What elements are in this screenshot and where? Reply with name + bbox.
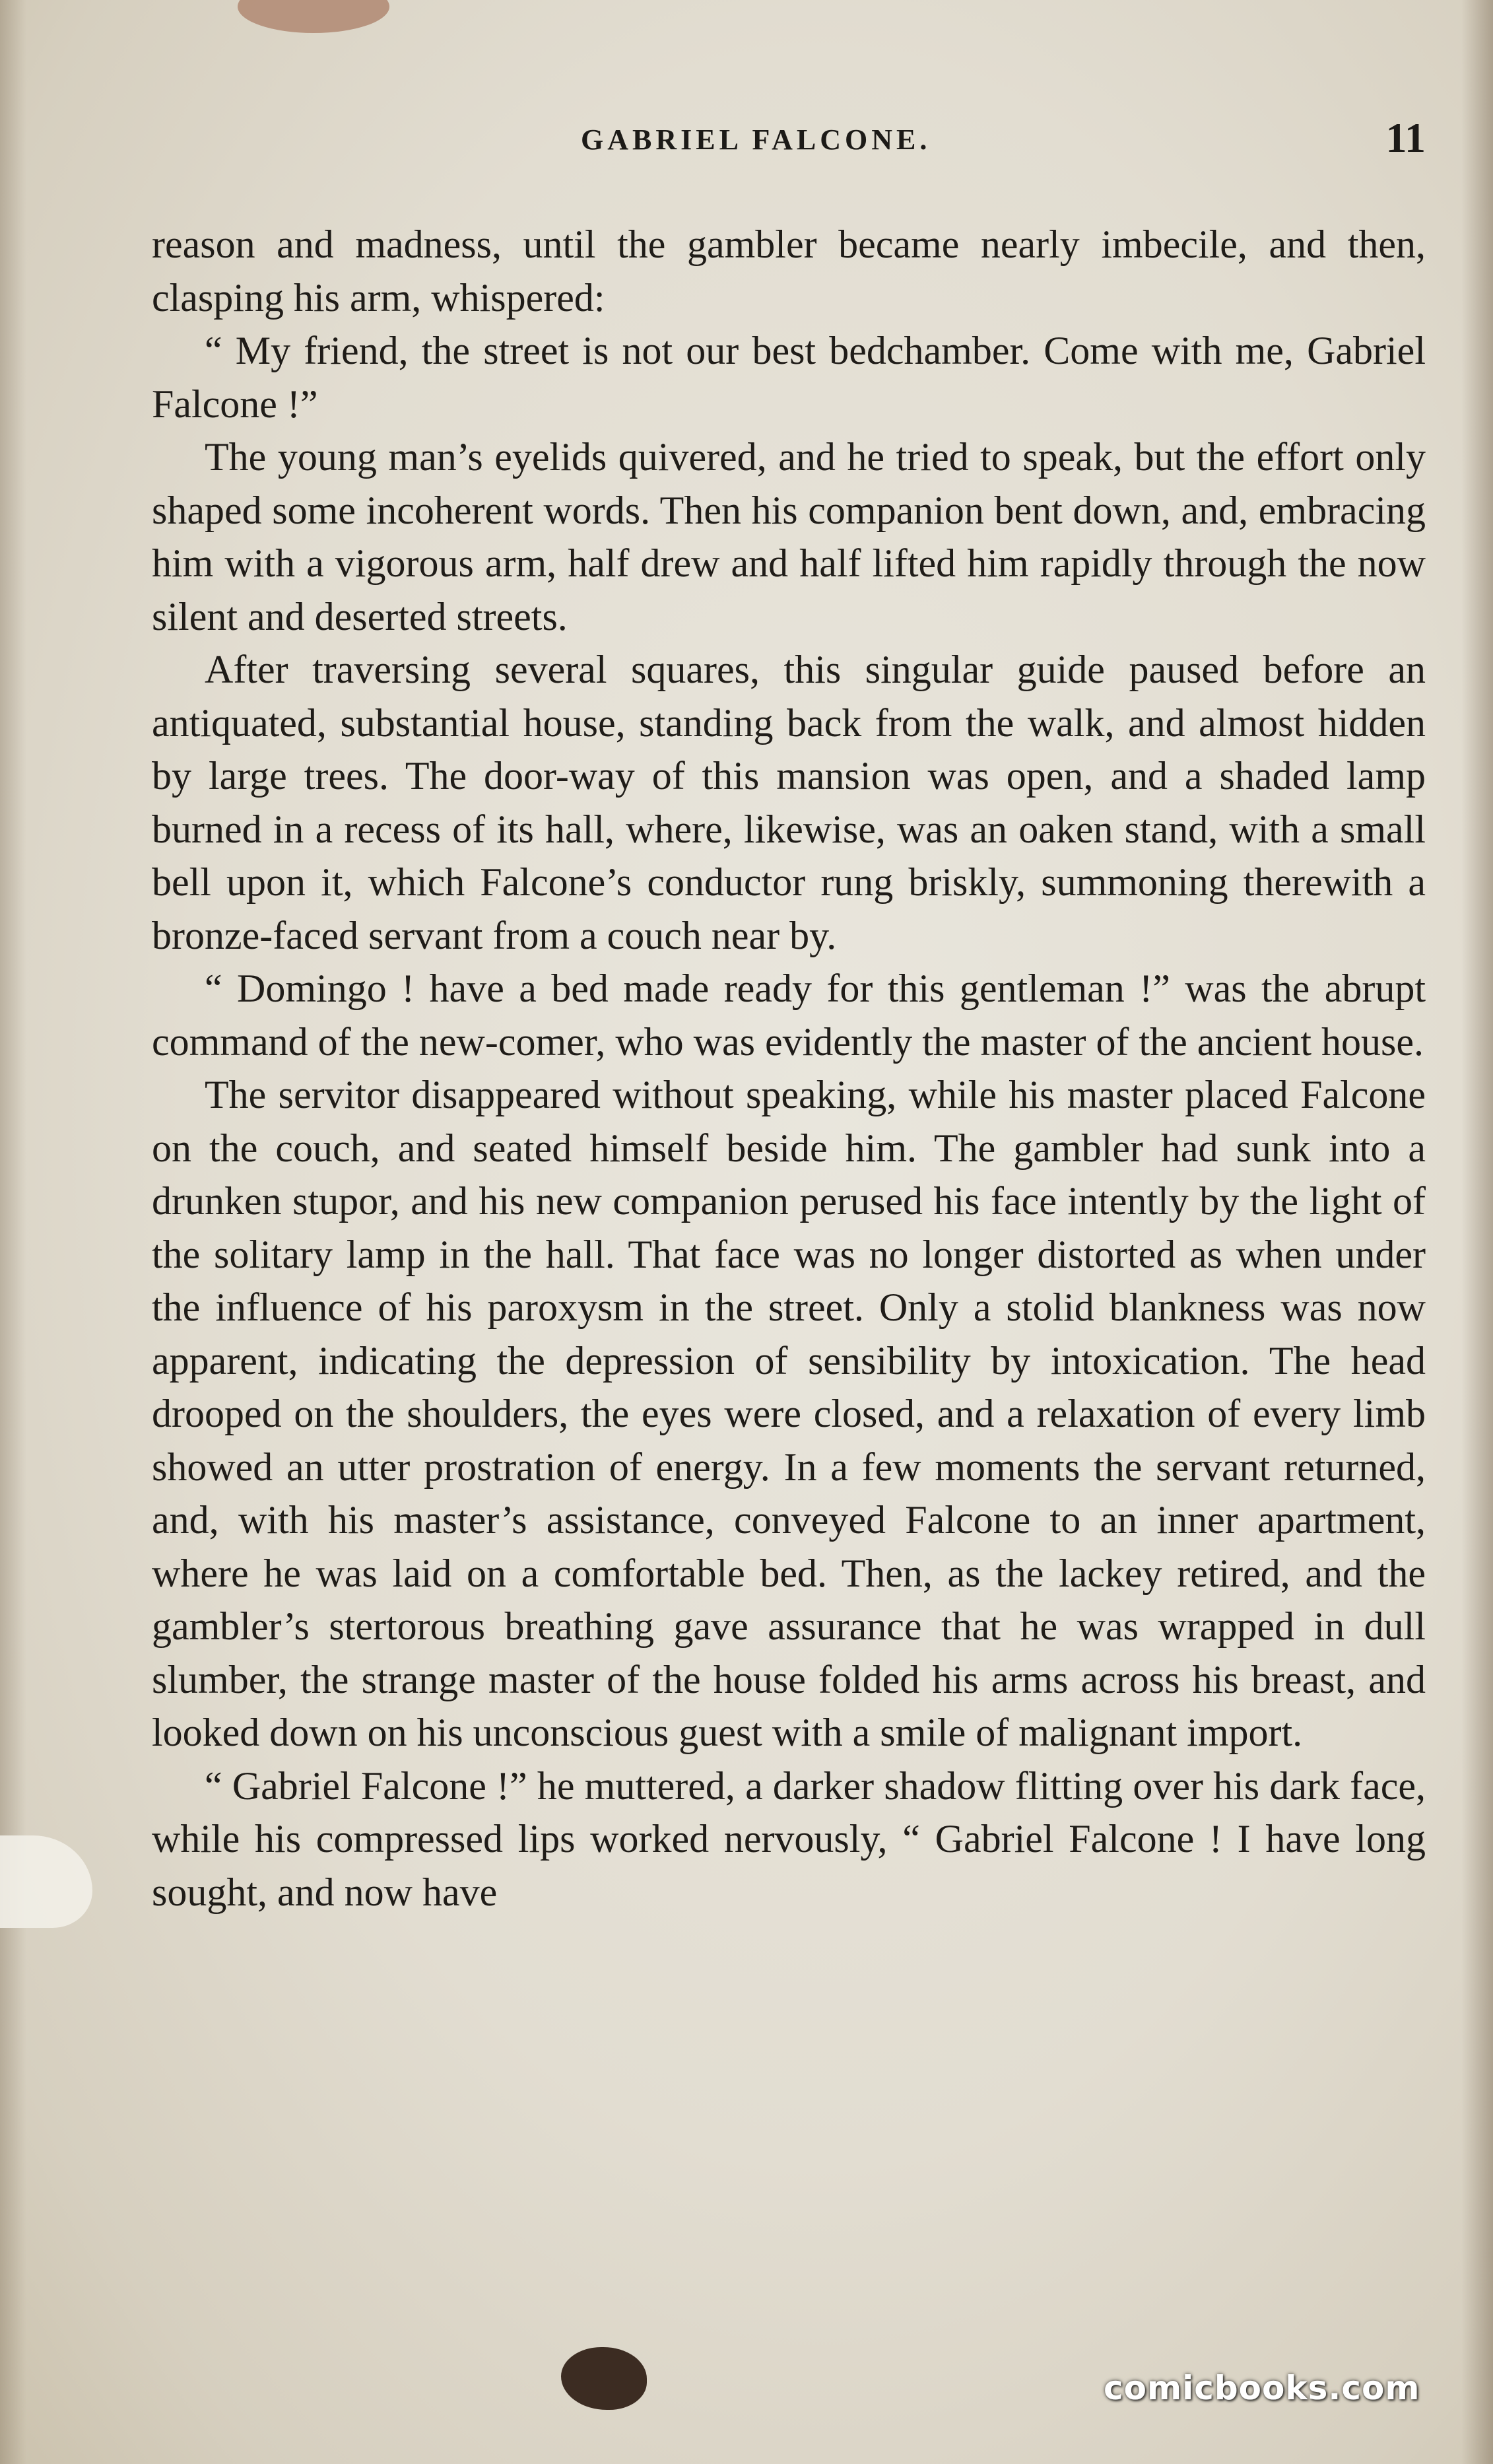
page-number: 11	[1385, 114, 1426, 161]
page-edge-shadow-right	[1461, 0, 1493, 2464]
paragraph: “ Domingo ! have a bed made ready for this gentleman !” was the abrupt command of the new-comer, who was evidently the master of the ancient house.	[152, 967, 1426, 1064]
ink-blot-bottom	[561, 2347, 647, 2410]
site-watermark: comicbooks.com	[1104, 2369, 1420, 2407]
page-edge-shadow-left	[0, 0, 26, 2464]
paragraph: The servitor disappeared without speaking, while his master placed Falcone on the couch, and seated himself beside him. The gambler had sunk into a drunken stupor, and his new companion perused his face intently by the light of the solitary lamp in the hall. That face was no longer distorted as when under the influence of his paroxysm in the street. Only a stolid blankness was now apparent, indicating the depression of sensibility by intoxication. The head drooped on the shoulders, the eyes were closed, and a relaxation of every limb showed an utter prostration of energy. In a few moments the servant returned, and, with his master’s assistance, conveyed Falcone to an inner apartment, where he was laid on a comfortable bed. Then, as the lackey retired, and the gambler’s stertorous breathing gave assurance that he was wrapped in dull slumber, the strange master of the house folded his arms across his breast, and looked down on his unconscious guest with a smile of malignant import.	[152, 1073, 1426, 1754]
paper-stain-top	[238, 0, 389, 33]
paragraph: “ Gabriel Falcone !” he muttered, a darker shadow flitting over his dark face, while his compressed lips worked nervously, “ Gabriel Falcone ! I have long sought, and now have	[152, 1763, 1426, 1914]
page-header	[152, 114, 1426, 177]
paragraph: The young man’s eyelids quivered, and he tried to speak, but the effort only shaped some incoherent words. Then his companion bent down, and, embracing him with a vigorous arm, half drew and half lifted him rapidly through the now silent and deserted streets.	[152, 435, 1426, 638]
paragraph: After traversing several squares, this singular guide paused before an antiquated, substantial house, standing back from the walk, and almost hidden by large trees. The door-way of this mansion was open, and a shaded lamp burned in a recess of its hall, where, likewise, was an oaken stand, with a small bell upon it, which Falcone’s conductor rung briskly, summoning therewith a bronze-faced servant from a couch near by.	[152, 648, 1426, 957]
running-title: GABRIEL FALCONE.	[581, 123, 931, 156]
body-text	[152, 218, 1426, 1919]
paragraph-continuation: reason and madness, until the gambler became nearly imbecile, and then, clasping his arm, whispered:	[152, 222, 1426, 320]
paragraph: “ My friend, the street is not our best bedchamber. Come with me, Gabriel Falcone !”	[152, 329, 1426, 426]
paper-tear-left	[0, 1835, 92, 1928]
